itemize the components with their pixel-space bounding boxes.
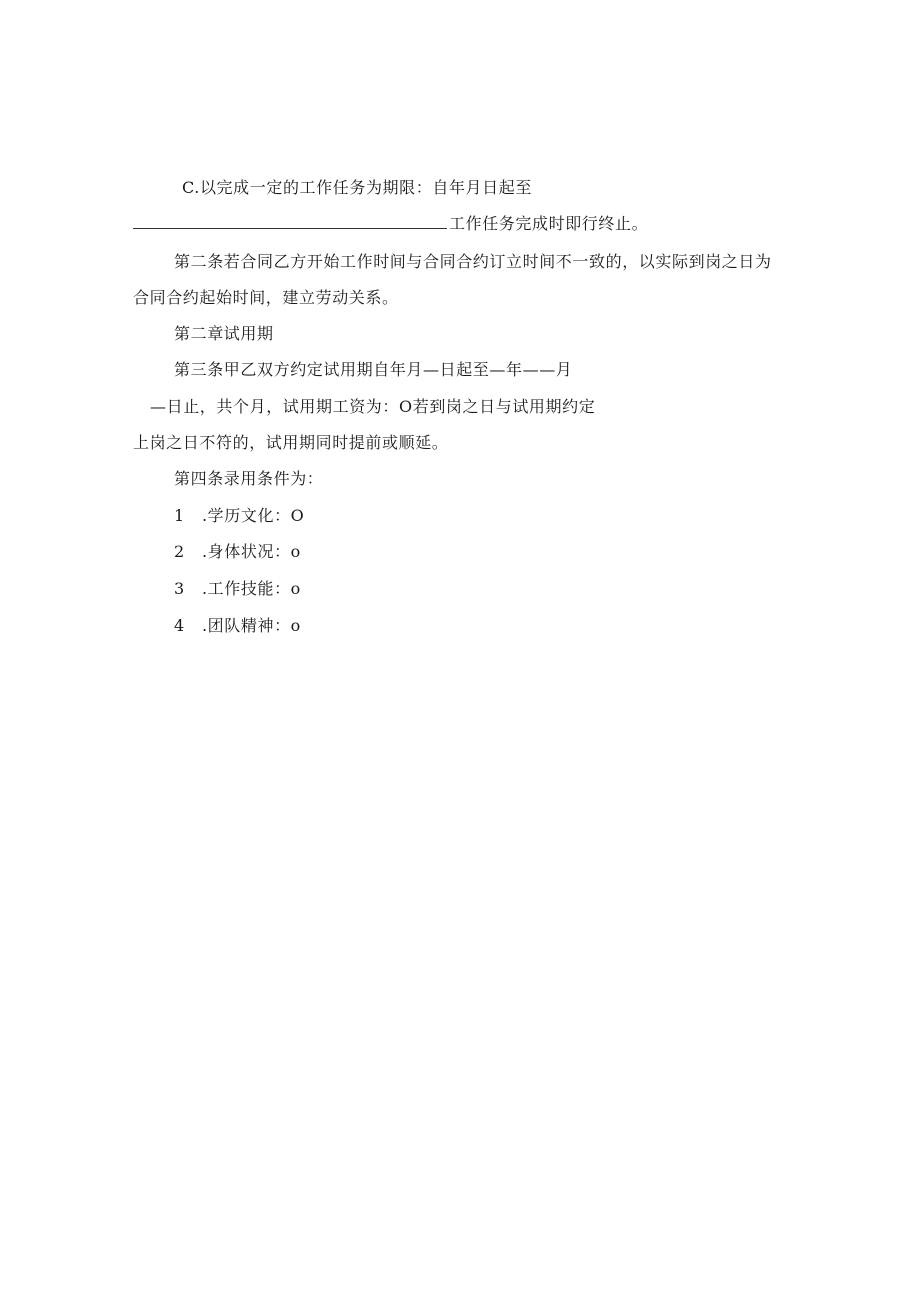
condition-text: .身体状况：o (202, 542, 301, 561)
chapter-2-heading: 第二章试用期 (174, 324, 274, 343)
condition-number: 4 (174, 616, 185, 635)
condition-text: .团队精神：o (202, 616, 301, 635)
clause-c-continuation (133, 214, 648, 234)
clause-c-end-text: 工作任务完成时即行终止。 (449, 214, 649, 233)
condition-number: 1 (174, 506, 185, 525)
article-4-heading: 第四条录用条件为： (174, 469, 324, 488)
condition-item (174, 542, 301, 562)
condition-item (174, 579, 301, 599)
fill-in-blank (133, 214, 447, 229)
clause-c-text: C.以完成一定的工作任务为期限：自年月日起至 (182, 178, 532, 197)
article-2-line-1: 第二条若合同乙方开始工作时间与合同合约订立时间不一致的，以实际到岗之日为 (174, 252, 772, 271)
article-3-line-1: 第三条甲乙双方约定试用期自年月—日起至—年——月 (174, 360, 573, 379)
article-3-line-3: 上岗之日不符的，试用期同时提前或顺延。 (133, 433, 449, 452)
condition-text: .学历文化：O (202, 506, 305, 525)
condition-item (174, 506, 304, 526)
article-3-line-2: —日止，共个月，试用期工资为：O若到岗之日与试用期约定 (150, 397, 596, 416)
condition-number: 3 (174, 579, 185, 598)
condition-item (174, 616, 301, 636)
article-2-line-2: 合同合约起始时间，建立劳动关系。 (133, 288, 399, 307)
condition-text: .工作技能：o (202, 579, 301, 598)
condition-number: 2 (174, 542, 185, 561)
